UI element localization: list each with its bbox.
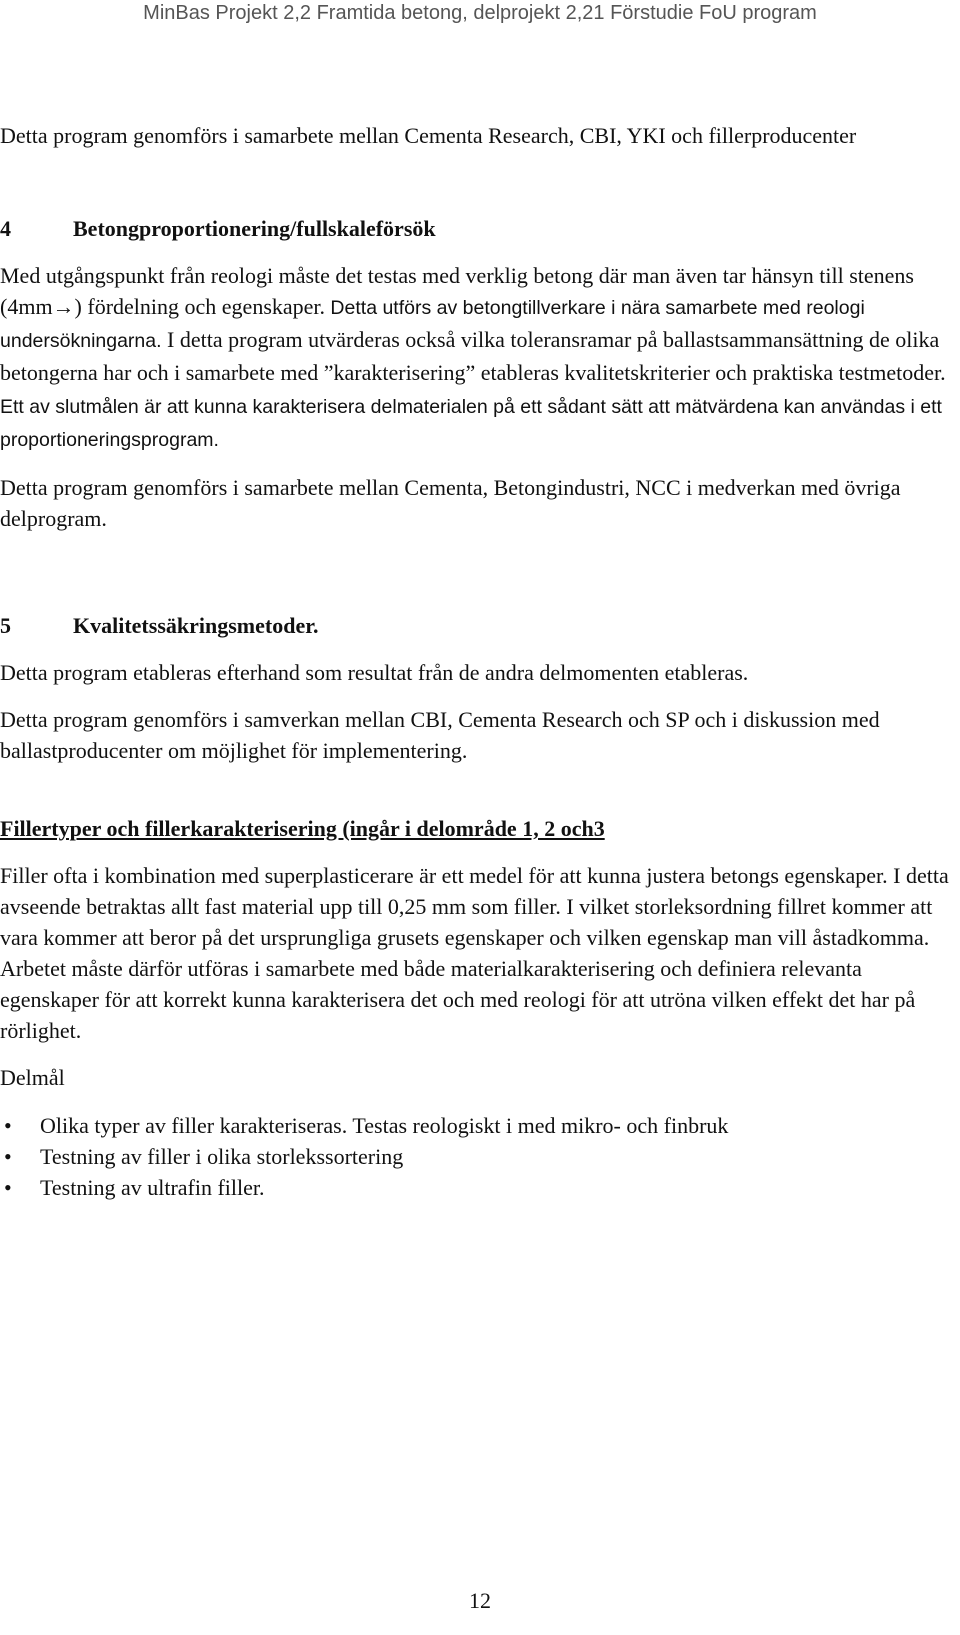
list-item bbox=[0, 1172, 960, 1203]
bullet-icon: • bbox=[4, 1144, 12, 1169]
section-4-number: 4 bbox=[0, 216, 11, 241]
list-item-text: Testning av filler i olika storlekssortering bbox=[40, 1144, 404, 1169]
filler-heading: Fillertyper och fillerkarakterisering (ingår i delområde 1, 2 och3 bbox=[0, 816, 605, 841]
delmal-subheading: Delmål bbox=[0, 1065, 65, 1090]
page-header: MinBas Projekt 2,2 Framtida betong, delprojekt 2,21 Förstudie FoU program bbox=[143, 2, 817, 24]
section-4-heading bbox=[0, 213, 960, 244]
list-item-text: Testning av ultrafin filler. bbox=[40, 1175, 265, 1200]
section-5-paragraph-1: Detta program etableras efterhand som resultat från de andra delmomenten etableras. bbox=[0, 660, 749, 685]
list-item-text: Olika typer av filler karakteriseras. Testas reologiskt i med mikro- och finbruk bbox=[40, 1113, 729, 1138]
section-5-title: Kvalitetssäkringsmetoder. bbox=[73, 613, 319, 638]
bullet-icon: • bbox=[4, 1175, 12, 1200]
section-4-para1-a: Med utgångspunkt från reologi måste det testas med verklig betong där man även tar hänsyn till stenens (4mm→) fördelning och egenskaper. bbox=[0, 263, 914, 319]
page-number: 12 bbox=[469, 1588, 491, 1613]
section-5-number: 5 bbox=[0, 613, 11, 638]
section-4-para1-c: I detta program utvärderas också vilka toleransramar på ballastsammansättning de olika betongerna har och i samarbete med ”karakterisering” etableras kvalitetskriterier och praktiska testmetoder. bbox=[0, 327, 946, 385]
section-4-paragraph-2: Detta program genomförs i samarbete mellan Cementa, Betongindustri, NCC i medverkan med övriga delprogram. bbox=[0, 475, 901, 531]
section-5-heading bbox=[0, 610, 960, 641]
section-4-paragraph-1 bbox=[0, 260, 960, 456]
list-item bbox=[0, 1141, 960, 1172]
bullet-icon: • bbox=[4, 1113, 12, 1138]
list-item bbox=[0, 1110, 960, 1141]
document-body bbox=[0, 120, 960, 1203]
delmal-list bbox=[0, 1110, 960, 1203]
section-4-para1-d: Ett av slutmålen är att kunna karakterisera delmaterialen på ett sådant sätt att mätvärdena kan användas i ett proportioneringsprogram. bbox=[0, 396, 942, 451]
section-4-title: Betongproportionering/fullskaleförsök bbox=[73, 216, 436, 241]
filler-paragraph: Filler ofta i kombination med superplasticerare är ett medel för att kunna justera betongs egenskaper. I detta avseende betraktas allt fast material upp till 0,25 mm som filler. I vilket storleksordning fillret kommer att vara kommer att beror på det ursprungliga grusets egenskaper och vilken egenskap man vill åstadkomma. Arbetet måste därför utföras i samarbete med både materialkarakterisering och definiera relevanta egenskaper för att korrekt kunna karakterisera det och med reologi för att utröna vilken effekt det har på rörlighet. bbox=[0, 863, 949, 1043]
intro-paragraph: Detta program genomförs i samarbete mellan Cementa Research, CBI, YKI och fillerproducenter bbox=[0, 123, 857, 148]
section-5-paragraph-2: Detta program genomförs i samverkan mellan CBI, Cementa Research och SP och i diskussion med ballastproducenter om möjlighet för implementering. bbox=[0, 707, 880, 763]
section-4-para1-b: Detta utförs av betongtillverkare i nära samarbete med reologi undersökningarna. bbox=[0, 297, 865, 352]
